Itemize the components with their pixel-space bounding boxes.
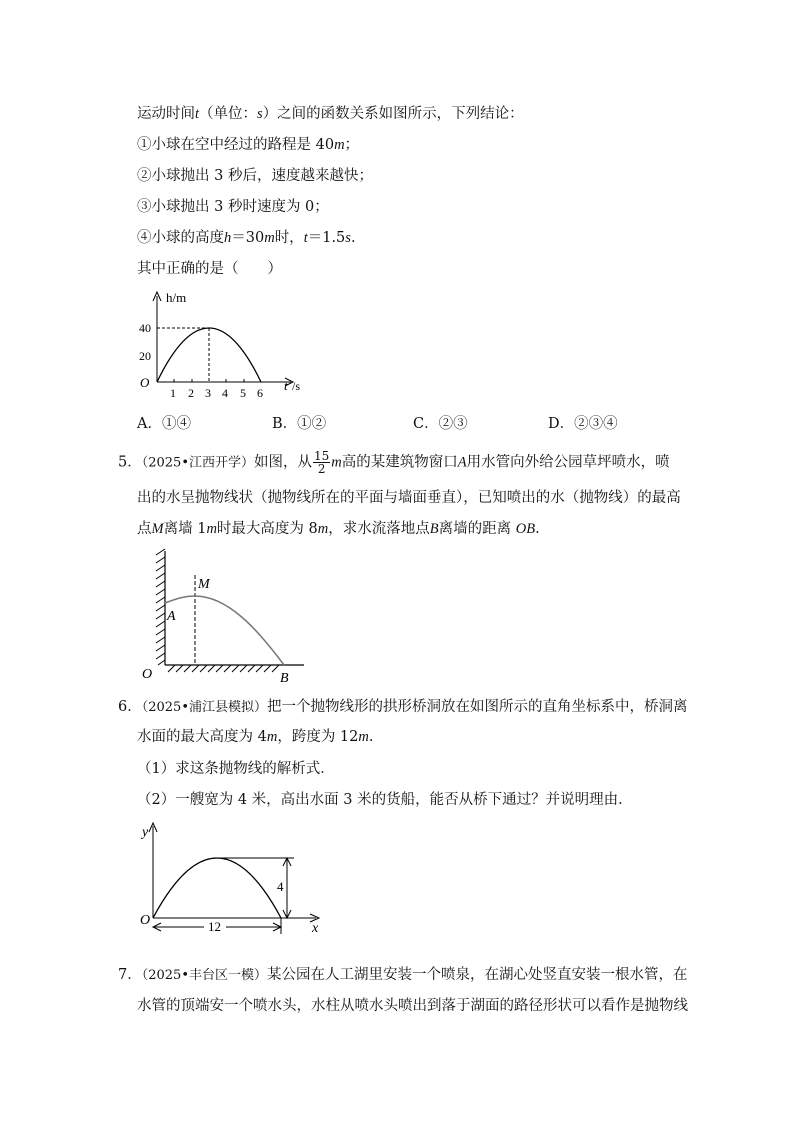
q4-x-tick-1: 1 (170, 386, 176, 400)
q4-conclusion-3: ③小球抛出 3 秒时速度为 0； (137, 199, 329, 215)
q5-point-b-label: B (280, 671, 289, 683)
q5-point-m-label: M (198, 577, 210, 592)
q7-number: 7． (118, 967, 142, 983)
q5-origin-label: O (142, 667, 153, 682)
q4-conclusion-4: ④小球的高度h＝30m时，t＝1.5s. (137, 230, 356, 246)
q6-part-1: （1）求这条抛物线的解析式． (137, 761, 335, 777)
q4-y-tick-20: 20 (139, 349, 151, 363)
q4-x-axis-unit: /s (292, 379, 301, 393)
q5-fountain-figure (138, 545, 308, 683)
q4-option-b[interactable]: B．①② (272, 416, 327, 432)
q4-option-c[interactable]: C．②③ (413, 416, 468, 432)
q5-source: （2025•江西开学） (141, 455, 254, 471)
q7-line-2: 水管的顶端安一个喷水头，水柱从喷水头喷出到落于湖面的路径形状可以看作是抛物线 (137, 998, 688, 1014)
q4-conclusion-2: ②小球抛出 3 秒后，速度越来越快； (137, 168, 373, 184)
q6-line-2: 水面的最大高度为 4m，跨度为 12m. (137, 729, 374, 745)
q4-option-d[interactable]: D．②③④ (548, 416, 618, 432)
q6-span-label: 12 (208, 919, 221, 934)
q4-x-tick-4: 4 (222, 386, 228, 400)
q4-option-a[interactable]: A．①④ (137, 416, 191, 432)
q4-x-tick-2: 2 (188, 386, 194, 400)
q5-line-1: 5．（2025•江西开学）如图，从 $\frac{15}{2}$ m高的某建筑物窗口A用水管向外给公园草坪喷水，喷 (118, 449, 670, 476)
q7-line-1: 7．（2025•丰台区一模）某公园在人工湖里安装一个喷泉，在湖心处竖直安装一根水管，在 (118, 967, 688, 983)
q5-line-3: 点M离墙 1m时最大高度为 8m，求水流落地点B离墙的距离 OB. (137, 521, 540, 537)
q6-number: 6． (118, 699, 142, 715)
q6-part-2: （2）一艘宽为 4 米，高出水面 3 米的货船，能否从桥下通过？并说明理由． (137, 792, 633, 808)
q6-height-label: 4 (277, 879, 284, 894)
q6-bridge-arch-figure (138, 818, 328, 948)
q6-y-axis-label: y (142, 825, 149, 840)
q4-question: 其中正确的是（ ） (137, 261, 282, 277)
q7-source: （2025•丰台区一模） (141, 968, 267, 983)
q4-height-time-graph (136, 286, 326, 406)
q6-x-axis-label: x (312, 921, 319, 936)
q5-number: 5． (118, 454, 142, 471)
q4-conclusion-1: ①小球在空中经过的路程是 40m； (137, 137, 360, 153)
q5-fraction: $\frac{15}{2}$ (314, 449, 330, 476)
q4-y-axis-label: h/m (166, 290, 187, 305)
q4-x-axis-label: t (284, 378, 288, 393)
q4-x-tick-5: 5 (240, 386, 246, 400)
q6-source: （2025•浦江县模拟） (141, 700, 267, 715)
q4-x-tick-3: 3 (205, 386, 211, 400)
q4-x-tick-6: 6 (257, 386, 263, 400)
q4-y-tick-40: 40 (139, 321, 151, 335)
q6-line-1: 6．（2025•浦江县模拟）把一个抛物线形的拱形桥洞放在如图所示的直角坐标系中，桥洞离 (118, 699, 688, 715)
q6-origin-label: O (140, 913, 151, 928)
q4-intro: 运动时间t（单位：s）之间的函数关系如图所示，下列结论： (137, 106, 524, 122)
q5-point-a-label: A (167, 609, 176, 624)
q4-origin-label: O (140, 375, 150, 390)
q5-line-2: 出的水呈抛物线状（抛物线所在的平面与墙面垂直），已知喷出的水（抛物线）的最高 (137, 490, 681, 506)
